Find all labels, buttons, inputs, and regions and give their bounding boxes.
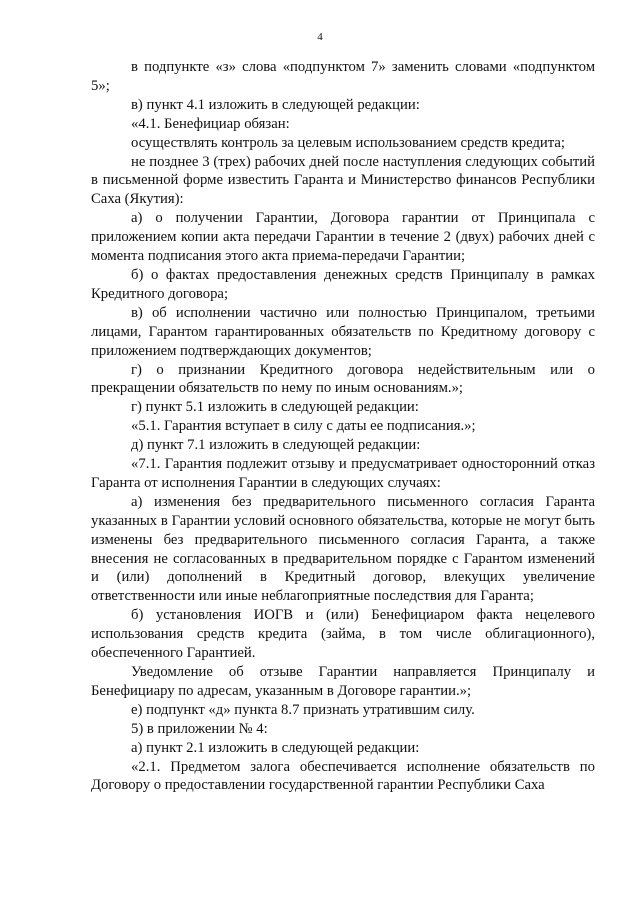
paragraph: не позднее 3 (трех) рабочих дней после наступления следующих событий в письменной форме известить Гаранта и Министерство финансов Республики Саха (Якутия): bbox=[91, 153, 595, 208]
paragraph: а) о получении Гарантии, Договора гарантии от Принципала с приложением копии акта передачи Гарантии в течение 2 (двух) рабочих дней с момента подписания этого акта приема-передачи Гарантии; bbox=[91, 210, 595, 265]
paragraph: в) пункт 4.1 изложить в следующей редакции: bbox=[131, 96, 420, 113]
paragraph: 5) в приложении № 4: bbox=[131, 720, 268, 737]
paragraph: в) об исполнении частично или полностью Принципалом, третьими лицами, Гарантом гарантированных обязательств по Кредитному договору с приложением подтверждающих документов; bbox=[91, 304, 595, 359]
paragraph: б) о фактах предоставления денежных средств Принципалу в рамках Кредитного договора; bbox=[91, 266, 595, 302]
paragraph: «7.1. Гарантия подлежит отзыву и предусматривает односторонний отказ Гаранта от исполнения Гарантии в следующих случаях: bbox=[91, 456, 595, 491]
paragraph: в подпункте «з» слова «подпунктом 7» заменить словами «подпунктом 5»; bbox=[91, 59, 595, 94]
paragraph: д) пункт 7.1 изложить в следующей редакции: bbox=[131, 437, 421, 454]
document-body bbox=[91, 58, 595, 795]
paragraph: г) пункт 5.1 изложить в следующей редакции: bbox=[131, 399, 419, 416]
paragraph: Уведомление об отзыве Гарантии направляется Принципалу и Бенефициару по адресам, указанным в Договоре гарантии.»; bbox=[91, 664, 595, 699]
paragraph: «5.1. Гарантия вступает в силу с даты ее подписания.»; bbox=[131, 418, 476, 435]
paragraph: е) подпункт «д» пункта 8.7 признать утратившим силу. bbox=[131, 701, 475, 718]
paragraph: а) изменения без предварительного письменного согласия Гаранта указанных в Гарантии условий основного обязательства, которые не могут быть изменены без предварительного письменного согласия Гаранта, а также внесения не согласованных в предварительном порядке с Гарантом изменений и (или) дополнений в Кредитный договор, влекущих увеличение ответственности или иные неблагоприятные последствия для Гаранта; bbox=[91, 493, 595, 605]
paragraph: г) о признании Кредитного договора недействительным или о прекращении обязательств по нему по иным основаниям.»; bbox=[91, 361, 595, 397]
page-number: 4 bbox=[317, 31, 323, 43]
paragraph: «2.1. Предметом залога обеспечивается исполнение обязательств по Договору о предоставлении государственной гарантии Республики Саха bbox=[91, 758, 595, 794]
paragraph: а) пункт 2.1 изложить в следующей редакции: bbox=[131, 739, 420, 756]
paragraph: осуществлять контроль за целевым использованием средств кредита; bbox=[131, 134, 565, 151]
paragraph: б) установления ИОГВ и (или) Бенефициаром факта нецелевого использования средств кредита (займа, в том числе облигационного), обеспеченного Гарантией. bbox=[91, 607, 595, 662]
paragraph: «4.1. Бенефициар обязан: bbox=[131, 115, 290, 132]
